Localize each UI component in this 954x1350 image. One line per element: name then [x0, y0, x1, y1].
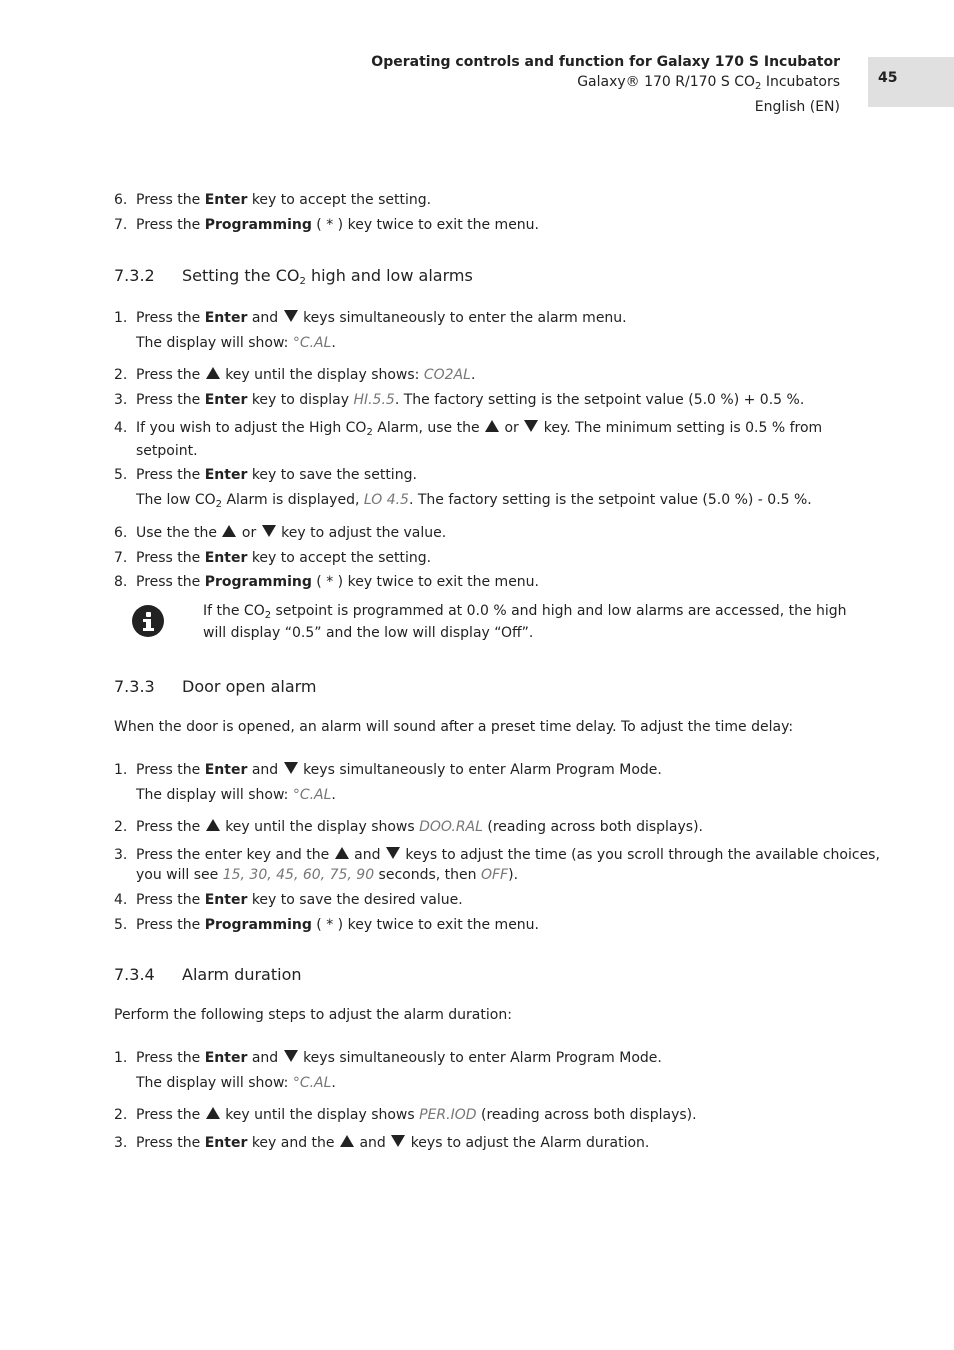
header-subtitle: Galaxy® 170 R/170 S $CO_2$ Incubators — [577, 74, 840, 92]
display-note: The display will show: °C.AL. — [136, 335, 336, 351]
paragraph: Perform the following steps to adjust the alarm duration: — [114, 1007, 512, 1023]
display-note: The display will show: °C.AL. — [136, 1075, 336, 1091]
arrow-up-icon — [335, 847, 349, 859]
arrow-down-icon — [284, 310, 298, 322]
info-note-continuation: will display “0.5” and the low will display “Off”. — [203, 625, 534, 641]
arrow-down-icon — [284, 1050, 298, 1062]
display-note: The low $CO_2$ Alarm is displayed, LO 4.5. The factory setting is the setpoint value (5.0 %) - 0.5 %. — [136, 492, 812, 510]
section-heading: 7.3.4 Alarm duration — [114, 965, 302, 984]
page-number: 45 — [878, 70, 898, 86]
info-note: If the $CO_2$ setpoint is programmed at 0.0 % and high and low alarms are accessed, the high — [203, 603, 847, 621]
section-heading: 7.3.3 Door open alarm — [114, 677, 317, 696]
section-heading: 7.3.2 Setting the $CO_2$ high and low alarms — [114, 266, 473, 287]
list-item-continuation: setpoint. — [136, 443, 198, 459]
header-language: English (EN) — [754, 99, 840, 115]
arrow-down-icon — [284, 762, 298, 774]
page-number-box — [868, 57, 954, 107]
arrow-down-icon — [262, 525, 276, 537]
arrow-up-icon — [340, 1135, 354, 1147]
running-header — [371, 52, 840, 117]
arrow-down-icon — [524, 420, 538, 432]
arrow-down-icon — [386, 847, 400, 859]
arrow-up-icon — [485, 420, 499, 432]
arrow-up-icon — [206, 1107, 220, 1119]
list-item-continuation: you will see 15, 30, 45, 60, 75, 90 seconds, then OFF). — [136, 867, 519, 883]
info-icon — [132, 605, 164, 637]
header-title: Operating controls and function for Galaxy 170 S Incubator — [371, 54, 840, 70]
arrow-down-icon — [391, 1135, 405, 1147]
arrow-up-icon — [206, 819, 220, 831]
arrow-up-icon — [222, 525, 236, 537]
display-note: The display will show: °C.AL. — [136, 787, 336, 803]
arrow-up-icon — [206, 367, 220, 379]
paragraph: When the door is opened, an alarm will sound after a preset time delay. To adjust the time delay: — [114, 719, 794, 735]
